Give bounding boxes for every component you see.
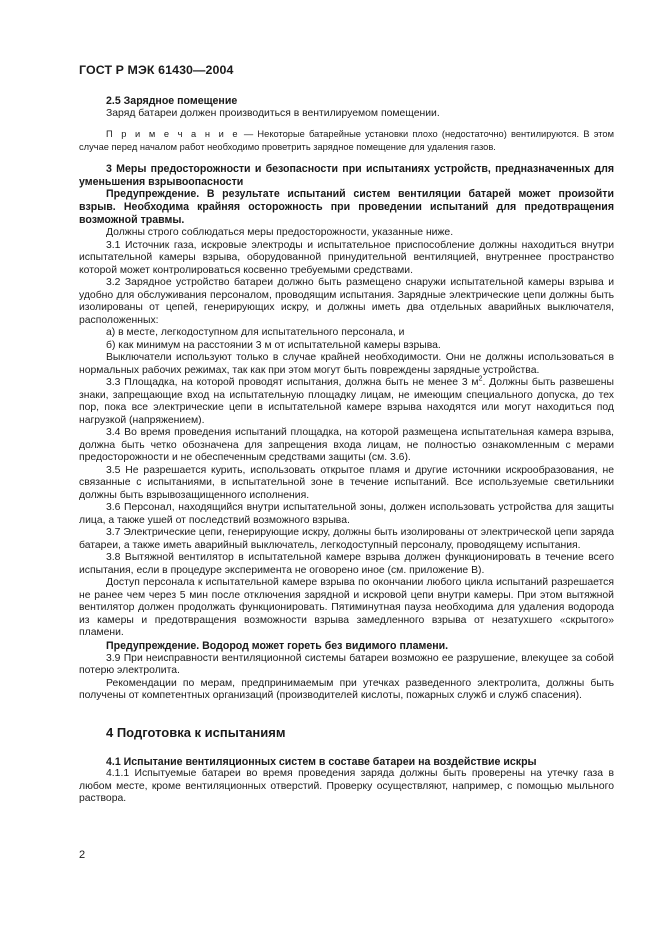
paragraph-3-3-start: 3.3 Площадка, на которой проводят испытания, должна быть не менее 3 м bbox=[106, 377, 479, 388]
warning-hydrogen: Предупреждение. Водород может гореть без видимого пламени. bbox=[106, 639, 449, 652]
list-item-a: а) в месте, легкодоступном для испытательного персонала, и bbox=[106, 327, 405, 338]
paragraph-3-4: 3.4 Во время проведения испытаний площадка, на которой размещена испытательная камера взрыва, должна быть четко обозначена для запрещения входа лицам, не полностью ознакомленным с мерами предосторожности и не обеспеченным средствами защиты (см. 3.6). bbox=[79, 427, 614, 463]
note bbox=[79, 128, 614, 153]
paragraph-3-2: 3.2 Зарядное устройство батареи должно быть размещено снаружи испытательной камеры взрыва и удобно для обслуживания персоналом, проводящим испытания. Зарядные электрические цепи должны быть изолированы от цепей, генерирующих искру, и должны иметь два отдельных аварийных выключателя, расположенных: bbox=[79, 277, 614, 326]
document-body bbox=[79, 95, 614, 806]
paragraph-3-7: 3.7 Электрические цепи, генерирующие искру, должны быть изолированы от электрической цепи заряда батареи, а также иметь аварийный выключатель, легкодоступный персоналу, проводящему испытания. bbox=[79, 527, 614, 551]
paragraph-3-9: 3.9 При неисправности вентиляционной системы батареи возможно ее разрушение, влекущее за собой потерю электролита. bbox=[79, 652, 614, 676]
paragraph-3-2-switches: Выключатели используют только в случае крайней необходимости. Они не должны использоваться в нормальных рабочих режимах, так как при этом могут быть повреждены зарядные устройства. bbox=[79, 352, 614, 376]
paragraph-3-3-rest: . Должны быть развешены знаки, запрещающие вход на испытательную площадку лицам, не имеющим специального допуска, до тех пор, пока все электрические цепи в испытательной камере взрыва находятся или могут находиться под нагрузкой (напряжением). bbox=[79, 377, 614, 426]
superscript-2: 2 bbox=[478, 375, 483, 383]
section-2-5-text: Заряд батареи должен производиться в вентилируемом помещении. bbox=[106, 107, 440, 119]
document-header: ГОСТ Р МЭК 61430—2004 bbox=[79, 63, 234, 77]
paragraph-3-3 bbox=[79, 377, 614, 427]
section-4-title: 4 Подготовка к испытаниям bbox=[106, 724, 286, 740]
paragraph-4-1-1: 4.1.1 Испытуемые батареи во время проведения заряда должны быть проверены на утечку газа в любом месте, кроме вентиляционных отверстий. Проверку осуществляют, например, с помощью мыльного раствора. bbox=[79, 768, 614, 804]
paragraph-3-8: 3.8 Вытяжной вентилятор в испытательной камере взрыва должен функционировать в течение всего испытания, если в процедуре эксперимента не оговорено иное (см. приложение В). bbox=[79, 552, 614, 576]
paragraph-3-9-recommendations: Рекомендации по мерам, предпринимаемым при утечках разведенного электролита, должны быть получены от компетентных организаций (производителей кислоты, пожарных служб и служб спасения). bbox=[79, 677, 614, 701]
warning-explosion: Предупреждение. В результате испытаний систем вентиляции батарей может произойти взрыв. Необходима крайняя осторожность при проведении испытаний для предотвращения возможной травмы. bbox=[79, 188, 614, 226]
note-text: — Некоторые батарейные установки плохо (недостаточно) вентилируются. В этом случае перед началом работ необходимо проветрить зарядное помещение для удаления газов. bbox=[79, 129, 614, 152]
page-number: 2 bbox=[79, 849, 86, 861]
list-item-b: б) как минимум на расстоянии 3 м от испытательной камеры взрыва. bbox=[106, 339, 441, 351]
section-4-1-title: 4.1 Испытание вентиляционных систем в составе батареи на воздействие искры bbox=[106, 755, 537, 768]
paragraph-3-8-access: Доступ персонала к испытательной камере взрыва по окончании любого цикла испытаний разрешается не ранее чем через 5 мин после отключения зарядной и искровой цепи внутри камеры. При этом вытяжной вентилятор должен продолжать функционировать. Пятиминутная пауза необходима для удаления водорода из камеры и предотвращения возможности взрыва замедленного взрыва от незатухшего «скрытого» пламени. bbox=[79, 577, 614, 638]
note-label: П р и м е ч а н и е bbox=[106, 129, 240, 139]
paragraph-3-5: 3.5 Не разрешается курить, использовать открытое пламя и другие источники искрообразования, не связанные с испытаниями, в испытательной зоне в течение испытаний. Все используемые светильники должны быть взрывозащищенного исполнения. bbox=[79, 464, 614, 501]
paragraph-3-6: 3.6 Персонал, находящийся внутри испытательной зоны, должен использовать устройства для защиты лица, а также ушей от последствий возможного взрыва. bbox=[79, 502, 614, 526]
section-2-5-title: 2.5 Зарядное помещение bbox=[106, 95, 238, 107]
paragraph-3-1: 3.1 Источник газа, искровые электроды и испытательное приспособление должны находиться внутри испытательной камеры взрыва, оборудованной принудительной вентиляцией, внутреннее пространство которой может контролироваться косвенно требуемыми средствами. bbox=[79, 239, 614, 276]
section-3-title: 3 Меры предосторожности и безопасности при испытаниях устройств, предназначенных для уменьшения взрывоопасности bbox=[79, 163, 614, 188]
paragraph-intro: Должны строго соблюдаться меры предосторожности, указанные ниже. bbox=[106, 227, 454, 238]
